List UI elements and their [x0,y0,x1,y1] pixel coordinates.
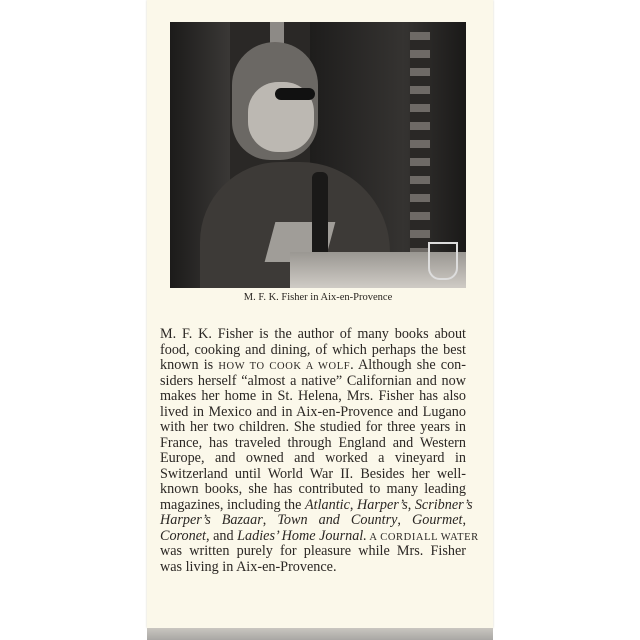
bio-line [160,527,479,545]
bio-text: , [462,512,466,528]
book-title: A CORDIALL WATER [366,531,479,543]
bio-text: . Although she con- [350,357,466,373]
bio-line: makes her home in St. Helena, Mrs. Fisher has also [160,388,466,404]
bio-text: , and [205,527,238,544]
bio-text: , [397,512,412,528]
page-edge [147,628,493,640]
bio-line [160,496,473,514]
magazine-title: Harper’s [357,496,408,513]
bio-line: Europe, and owned and worked a vineyard in [160,450,466,466]
magazine-title: Scribner’s [414,496,473,513]
magazine-title: Town and Country [277,512,398,528]
bio-line: lived in Mexico and in Aix-en-Provence and Lugano [160,403,466,420]
bio-text: magazines, including the [160,496,305,513]
magazine-title: Ladies’ Home Journal. [237,527,367,544]
magazine-title: Gourmet [412,512,463,528]
bio-line: was written purely for pleasure while Mrs. Fisher [160,543,466,559]
bio-line: France, has traveled through England and Western [160,434,466,451]
bio-line [160,513,466,529]
magazine-title: Atlantic [305,496,350,513]
bio-text: , [407,496,415,513]
bio-line: Switzerland until World War II. Besides her well- [160,465,466,482]
bio-line: food, cooking and dining, of which perhaps the best [160,341,466,358]
bio-line: known books, she has contributed to many leading [160,481,466,497]
bio-text: , [262,512,278,528]
bio-text: , [349,496,358,513]
bio-line: M. F. K. Fisher is the author of many books about [160,326,466,342]
author-photo [170,22,466,288]
bio-line: siders herself “almost a native” Californian and now [160,372,466,389]
bio-line: was living in Aix-en-Provence. [160,558,337,575]
author-bio [160,326,479,575]
bio-line: with her two children. She studied for three years in [160,419,466,435]
bio-text: known is [160,357,219,373]
book-title: HOW TO COOK A WOLF [218,361,351,372]
magazine-title: Coronet [160,527,206,544]
bio-line [160,358,466,374]
photo-caption: M. F. K. Fisher in Aix-en-Provence [243,292,393,303]
magazine-title: Harper’s Bazaar [160,512,263,528]
